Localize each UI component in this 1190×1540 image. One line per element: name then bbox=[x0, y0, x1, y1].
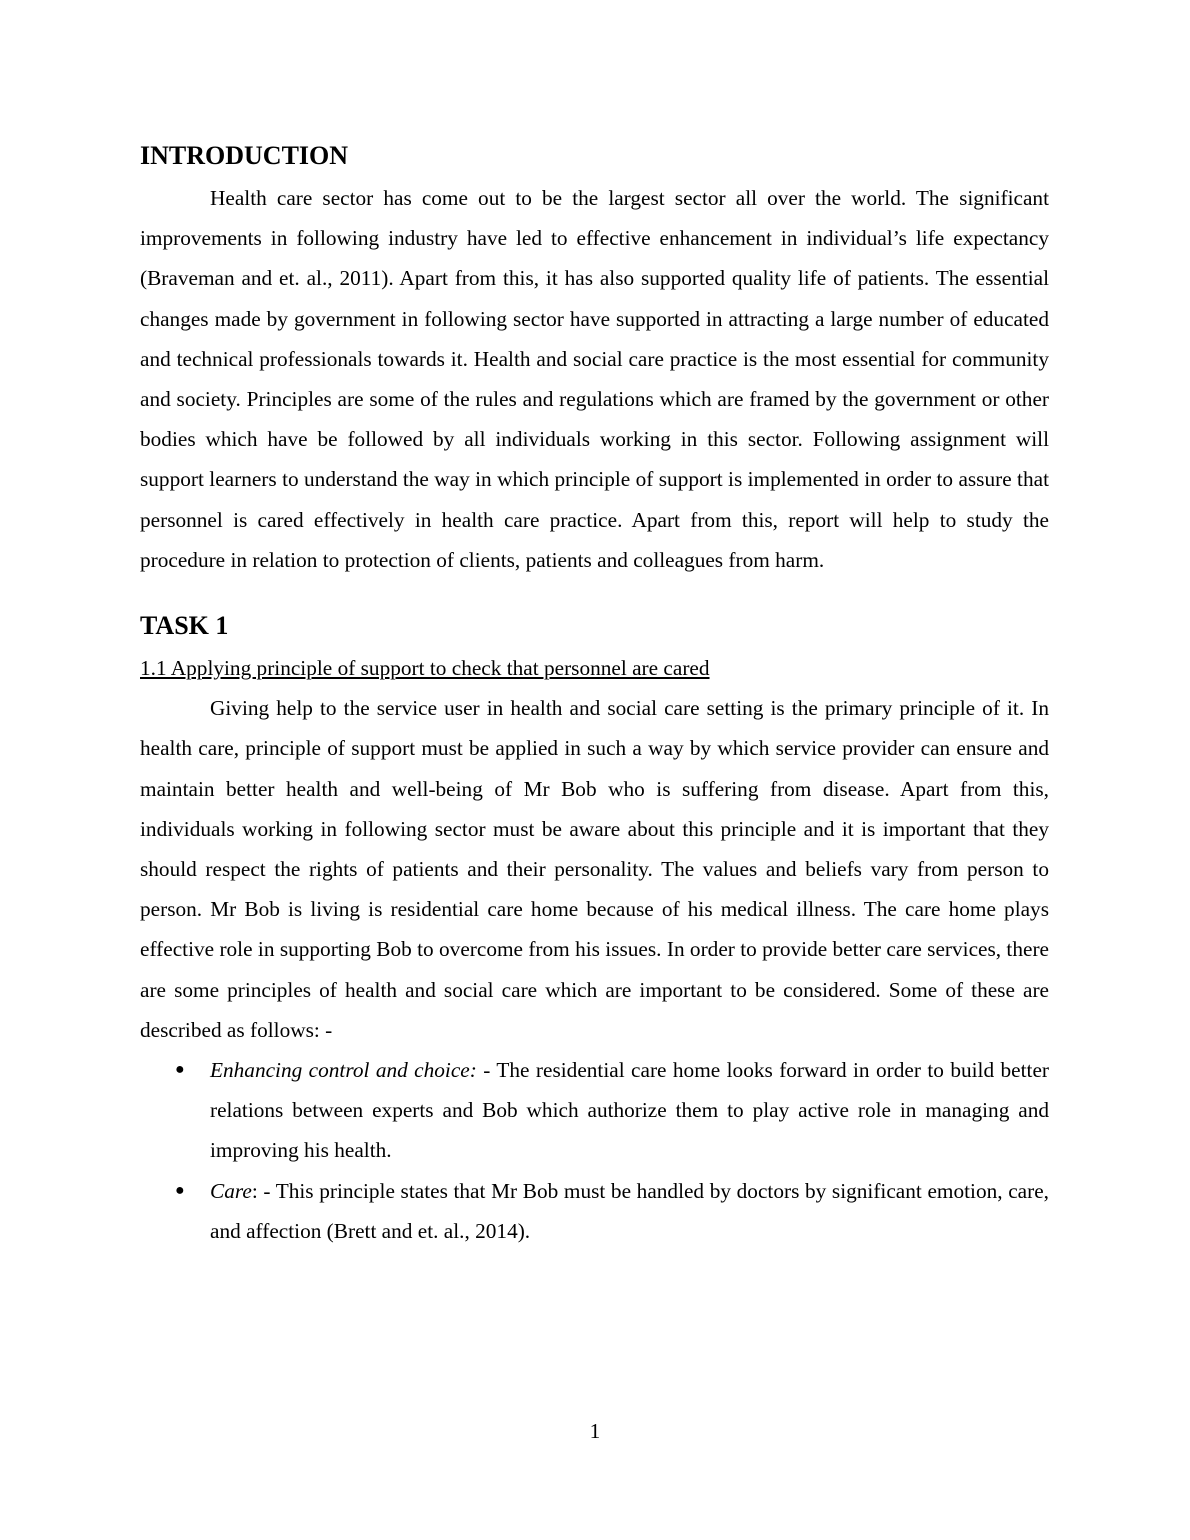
principles-list bbox=[140, 1050, 1049, 1251]
task1-heading: TASK 1 bbox=[140, 611, 229, 641]
page-number: 1 bbox=[589, 1419, 601, 1443]
bullet-term: Care bbox=[210, 1178, 252, 1203]
bullet-term: Enhancing control and choice: bbox=[210, 1058, 477, 1083]
document-page bbox=[140, 138, 1049, 1251]
introduction-heading: INTRODUCTION bbox=[140, 141, 349, 170]
bullet-text: - The residential care home looks forward in order to build better relations between experts and Bob which authorize them to play active role in managing and improving his health. bbox=[210, 1058, 1049, 1163]
list-item bbox=[140, 1050, 1049, 1171]
bullet-text: : - This principle states that Mr Bob must be handled by doctors by significant emotion, care, and affection (Brett and et. al., 2014). bbox=[210, 1178, 1049, 1243]
bullet-icon: ● bbox=[175, 1061, 185, 1079]
task1-paragraph: Giving help to the service user in health and social care setting is the primary principle of it. In health care, principle of support must be applied in such a way by which service provider can ensure and maintain better health and well-being of Mr Bob who is suffering from disease. Apart from this, individuals working in following sector must be aware about this principle and it is important that they should respect the rights of patients and their personality. The values and beliefs vary from person to person. Mr Bob is living is residential care home because of his medical illness. The care home plays effective role in supporting Bob to overcome from his issues. In order to provide better care services, there are some principles of health and social care which are important to be considered. Some of these are described as follows: - bbox=[140, 696, 1049, 1042]
list-item bbox=[140, 1171, 1049, 1251]
task1-subheading: 1.1 Applying principle of support to check that personnel are cared bbox=[140, 656, 710, 681]
introduction-paragraph: Health care sector has come out to be the largest sector all over the world. The significant improvements in following industry have led to effective enhancement in individual’s life expectancy (Braveman and et. al., 2011). Apart from this, it has also supported quality life of patients. The essential changes made by government in following sector have supported in attracting a large number of educated and technical professionals towards it. Health and social care practice is the most essential for community and society. Principles are some of the rules and regulations which are framed by the government or other bodies which have be followed by all individuals working in this sector. Following assignment will support learners to understand the way in which principle of support is implemented in order to assure that personnel is cared effectively in health care practice. Apart from this, report will help to study the procedure in relation to protection of clients, patients and colleagues from harm. bbox=[140, 186, 1049, 572]
bullet-icon: ● bbox=[175, 1181, 185, 1199]
